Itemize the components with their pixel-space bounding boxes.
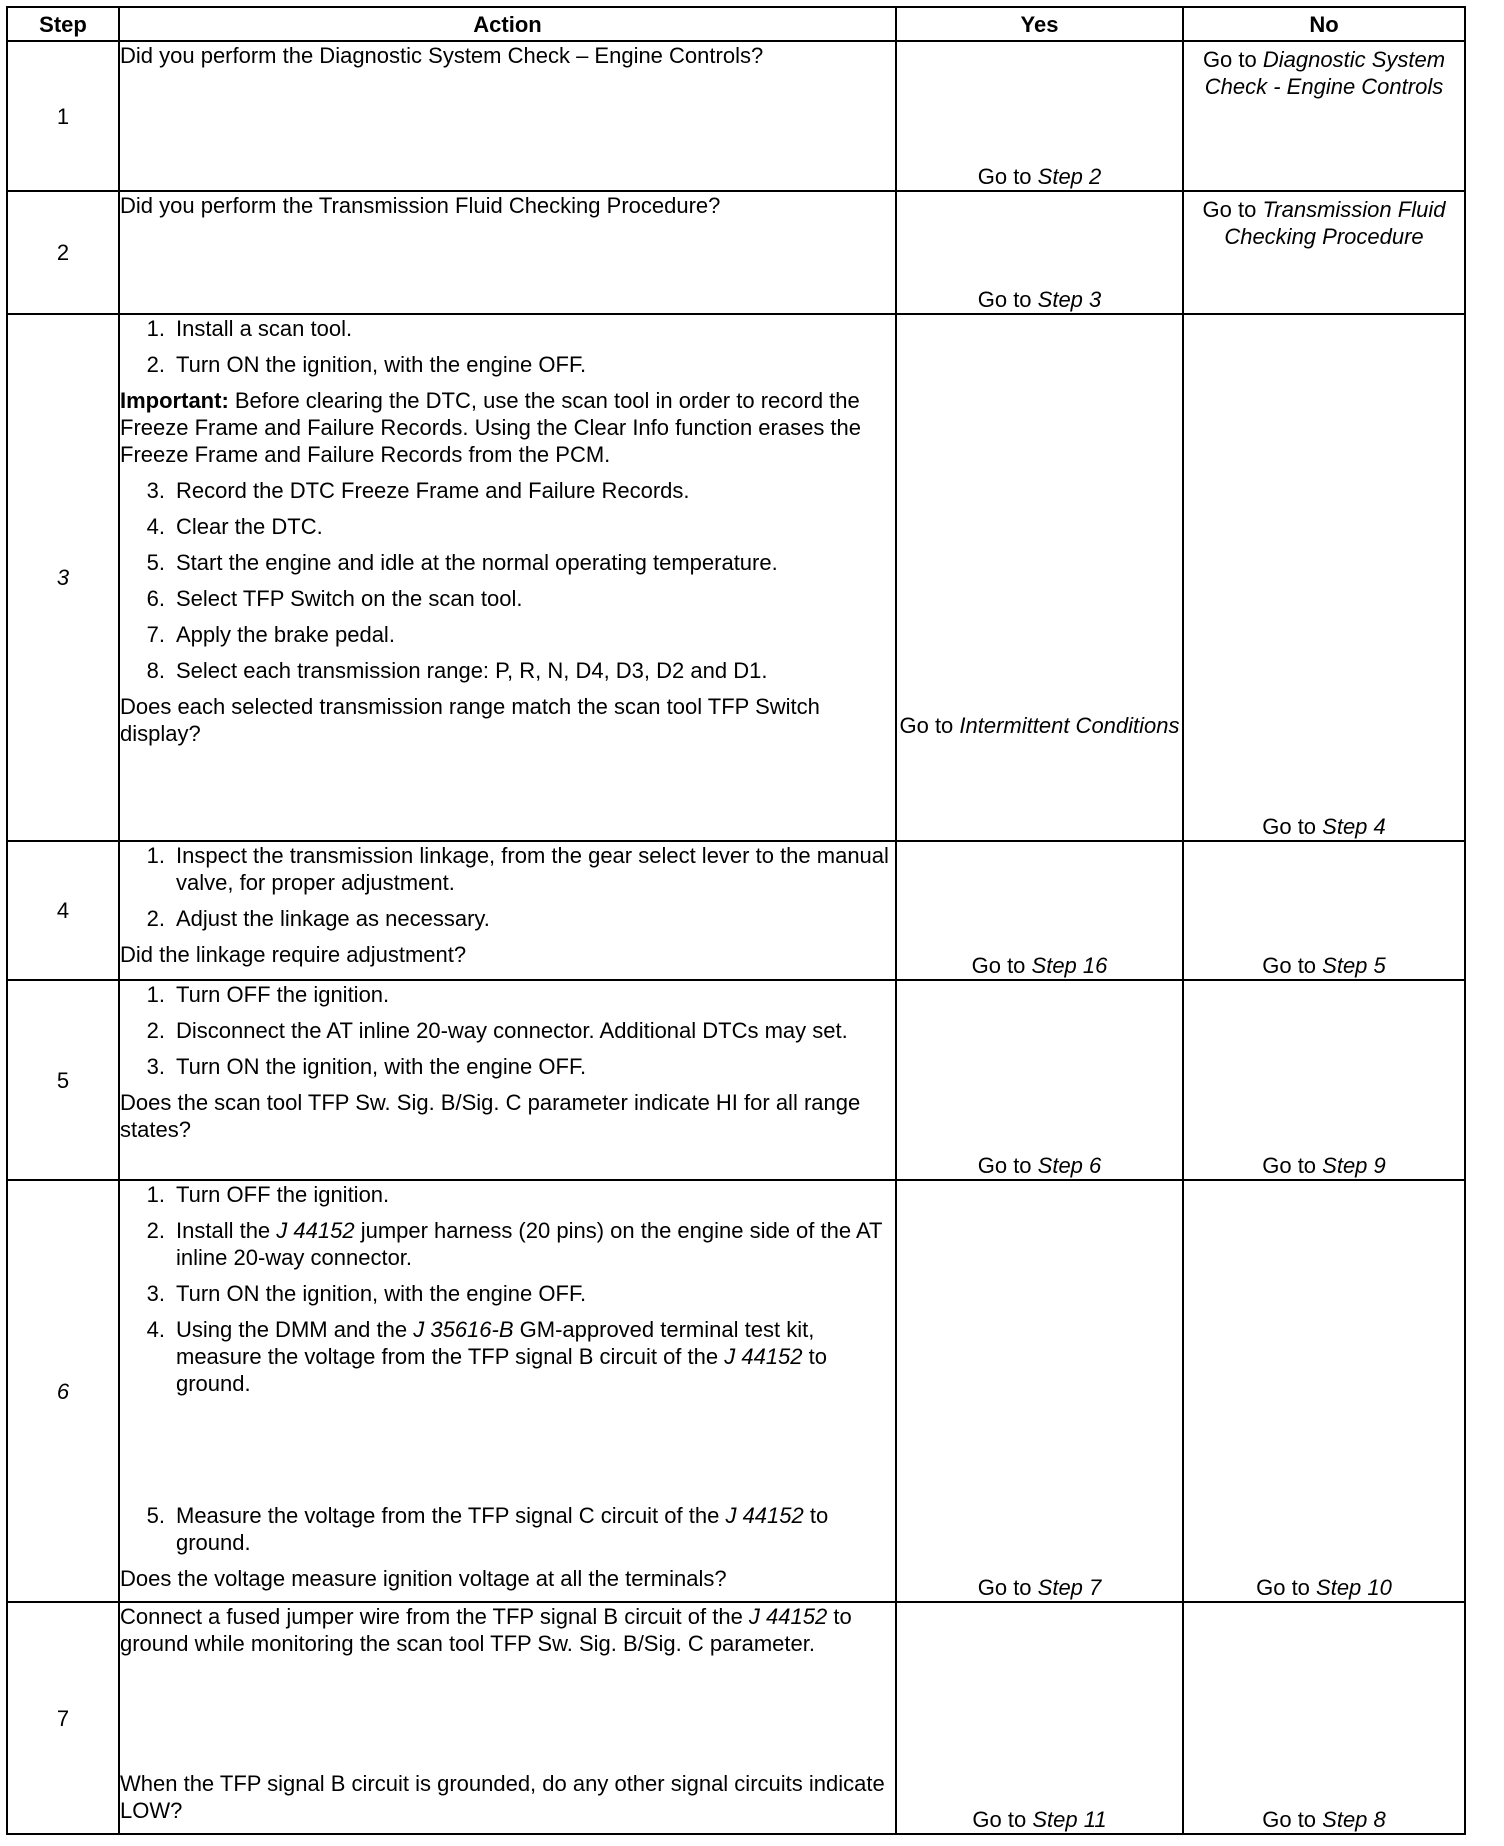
action-list: [120, 981, 895, 1080]
step-number: 2: [7, 191, 119, 314]
list-item: [120, 905, 895, 932]
step-number: 1: [7, 41, 119, 191]
action-list: [120, 315, 895, 378]
item-number: 3.: [146, 478, 165, 503]
list-item: [120, 513, 895, 540]
table-row: [7, 191, 1465, 314]
item-number: 1.: [146, 982, 165, 1007]
list-item: [120, 1053, 895, 1080]
table-row: [7, 41, 1465, 191]
no-cell: [1183, 191, 1465, 314]
item-text: Inspect the transmission linkage, from the gear select lever to the manual valve, for proper adjustment.: [176, 843, 889, 895]
action-cell: [119, 980, 896, 1180]
action-list: [120, 1181, 895, 1397]
header-no: No: [1183, 7, 1465, 41]
item-text: Apply the brake pedal.: [176, 622, 395, 647]
no-cell: [1183, 314, 1465, 841]
item-text: Turn OFF the ignition.: [176, 982, 390, 1007]
no-cell: [1183, 41, 1465, 191]
step-number: 4: [7, 841, 119, 980]
step-number: 7: [7, 1602, 119, 1834]
yes-cell: [896, 41, 1183, 191]
step-number: 6: [7, 1180, 119, 1602]
action-cell: [119, 314, 896, 841]
yes-prefix: Go to: [977, 1153, 1038, 1178]
item-text: Turn ON the ignition, with the engine OFF.: [176, 1054, 587, 1079]
list-item: [120, 477, 895, 504]
action-cell: [119, 41, 896, 191]
no-prefix: Go to: [1202, 47, 1263, 72]
no-cell: [1183, 1602, 1465, 1834]
list-item: [120, 549, 895, 576]
action-question: Does the scan tool TFP Sw. Sig. B/Sig. C parameter indicate HI for all range states?: [120, 1090, 861, 1142]
step-number: 3: [7, 314, 119, 841]
action-question: Did the linkage require adjustment?: [120, 942, 467, 967]
action-list: [120, 842, 895, 932]
header-step: Step: [7, 7, 119, 41]
item-text: Turn OFF the ignition.: [176, 1182, 390, 1207]
yes-link[interactable]: Step 2: [1037, 164, 1102, 189]
item-text: Select TFP Switch on the scan tool.: [176, 586, 523, 611]
action-cell: [119, 191, 896, 314]
item-number: 2.: [146, 352, 165, 377]
no-link[interactable]: Step 5: [1322, 953, 1386, 978]
item-number: 5.: [146, 550, 165, 575]
no-link[interactable]: Diagnostic System Check - Engine Controls: [1204, 47, 1446, 99]
item-text: Turn ON the ignition, with the engine OFF.: [176, 1281, 587, 1306]
list-item: 4. Using the DMM and the J 35616-B GM-approved terminal test kit, measure the voltage from the TFP signal B circuit of the J 44152 to ground.: [120, 1316, 895, 1397]
table-row: [7, 841, 1465, 980]
action-list: [120, 1502, 895, 1556]
table-row: [7, 980, 1465, 1180]
list-item: [120, 585, 895, 612]
item-text: Turn ON the ignition, with the engine OFF.: [176, 352, 587, 377]
list-item: [120, 621, 895, 648]
item-number: 8.: [146, 658, 165, 683]
important-label: Important:: [120, 388, 229, 413]
list-item: 3. Turn ON the ignition, with the engine OFF.: [120, 1280, 895, 1307]
yes-prefix: Go to: [977, 1575, 1038, 1600]
yes-link[interactable]: Step 3: [1037, 287, 1102, 312]
item-number: 3.: [146, 1054, 165, 1079]
item-number: 2.: [146, 906, 165, 931]
yes-cell: [896, 1602, 1183, 1834]
no-prefix: Go to: [1262, 1807, 1323, 1832]
yes-link[interactable]: Step 16: [1031, 953, 1108, 978]
tool-ref: J 44152: [724, 1344, 803, 1369]
no-link[interactable]: Transmission Fluid Checking Procedure: [1224, 197, 1446, 249]
table-row: [7, 1180, 1465, 1602]
no-link[interactable]: Step 4: [1322, 814, 1386, 839]
yes-cell: [896, 1180, 1183, 1602]
item-number: 1.: [146, 843, 165, 868]
item-number: 1.: [146, 316, 165, 341]
item-text: Record the DTC Freeze Frame and Failure Records.: [176, 478, 690, 503]
yes-cell: [896, 191, 1183, 314]
action-question: Did you perform the Transmission Fluid Checking Procedure?: [120, 193, 721, 218]
no-cell: [1183, 841, 1465, 980]
action-question: Does each selected transmission range match the scan tool TFP Switch display?: [120, 694, 820, 746]
list-item: [120, 315, 895, 342]
list-item: 5. Measure the voltage from the TFP signal C circuit of the J 44152 to ground.: [120, 1502, 895, 1556]
no-prefix: Go to: [1262, 814, 1323, 839]
header-action: Action: [119, 7, 896, 41]
item-number: 7.: [146, 622, 165, 647]
list-item: 2. Install the J 44152 jumper harness (20 pins) on the engine side of the AT inline 20-way connector.: [120, 1217, 895, 1271]
item-text: Using the DMM and the J 35616-B GM-approved terminal test kit, measure the voltage from the TFP signal B circuit of the J 44152 to ground.: [176, 1317, 827, 1396]
yes-cell: [896, 980, 1183, 1180]
step-number: 5: [7, 980, 119, 1180]
yes-cell: [896, 841, 1183, 980]
item-text: Measure the voltage from the TFP signal C circuit of the J 44152 to ground.: [176, 1503, 829, 1555]
item-text: Start the engine and idle at the normal operating temperature.: [176, 550, 778, 575]
action-question: Did you perform the Diagnostic System Check – Engine Controls?: [120, 43, 764, 68]
action-question: When the TFP signal B circuit is grounded, do any other signal circuits indicate LOW?: [120, 1771, 885, 1823]
tool-ref: J 35616-B: [413, 1317, 514, 1342]
no-link[interactable]: Step 10: [1316, 1575, 1392, 1600]
list-item: [120, 1017, 895, 1044]
yes-prefix: Go to: [971, 953, 1032, 978]
action-list: [120, 477, 895, 684]
item-text: Adjust the linkage as necessary.: [176, 906, 490, 931]
action-cell: [119, 1180, 896, 1602]
item-text: Select each transmission range: P, R, N, D4, D3, D2 and D1.: [176, 658, 768, 683]
no-link[interactable]: Step 9: [1322, 1153, 1386, 1178]
tool-ref: J 44152: [276, 1218, 355, 1243]
list-item: [120, 842, 895, 896]
no-link[interactable]: Step 8: [1322, 1807, 1386, 1832]
yes-link[interactable]: Step 7: [1037, 1575, 1102, 1600]
yes-link[interactable]: Step 6: [1037, 1153, 1102, 1178]
list-item: [120, 657, 895, 684]
no-prefix: Go to: [1256, 1575, 1317, 1600]
table-row: [7, 1602, 1465, 1834]
action-text: Connect a fused jumper wire from the TFP signal B circuit of the J 44152 to ground while monitoring the scan tool TFP Sw. Sig. B/Sig. C parameter.: [120, 1604, 852, 1656]
item-number: 6.: [146, 586, 165, 611]
list-item: [120, 351, 895, 378]
yes-prefix: Go to: [972, 1807, 1033, 1832]
item-number: 2.: [146, 1018, 165, 1043]
yes-cell: [896, 314, 1183, 841]
yes-prefix: Go to: [977, 287, 1038, 312]
tool-ref: J 44152: [725, 1503, 804, 1528]
table-row: [7, 314, 1465, 841]
no-cell: [1183, 1180, 1465, 1602]
no-cell: [1183, 980, 1465, 1180]
item-text: Install the J 44152 jumper harness (20 pins) on the engine side of the AT inline 20-way connector.: [176, 1218, 883, 1270]
yes-link[interactable]: Step 11: [1032, 1807, 1107, 1832]
action-cell: [119, 841, 896, 980]
item-number: 4.: [146, 514, 165, 539]
header-yes: Yes: [896, 7, 1183, 41]
action-question: Does the voltage measure ignition voltage at all the terminals?: [120, 1566, 727, 1591]
table-header-row: [7, 7, 1465, 41]
item-text: Install a scan tool.: [176, 316, 353, 341]
item-text: Clear the DTC.: [176, 514, 323, 539]
tool-ref: J 44152: [748, 1604, 828, 1629]
important-note: [120, 387, 895, 468]
no-prefix: Go to: [1202, 197, 1263, 222]
yes-prefix: Go to: [977, 164, 1038, 189]
action-cell: [119, 1602, 896, 1834]
yes-link[interactable]: Intermittent Conditions: [959, 713, 1180, 738]
item-text: Disconnect the AT inline 20-way connector. Additional DTCs may set.: [176, 1018, 848, 1043]
diagnostic-table: [6, 6, 1466, 1835]
yes-prefix: Go to: [899, 713, 960, 738]
no-prefix: Go to: [1262, 953, 1323, 978]
list-item: [120, 981, 895, 1008]
list-item: 1. Turn OFF the ignition.: [120, 1181, 895, 1208]
important-text: Before clearing the DTC, use the scan tool in order to record the Freeze Frame and Failure Records. Using the Clear Info function erases the Freeze Frame and Failure Records from the PCM.: [120, 388, 862, 467]
no-prefix: Go to: [1262, 1153, 1323, 1178]
